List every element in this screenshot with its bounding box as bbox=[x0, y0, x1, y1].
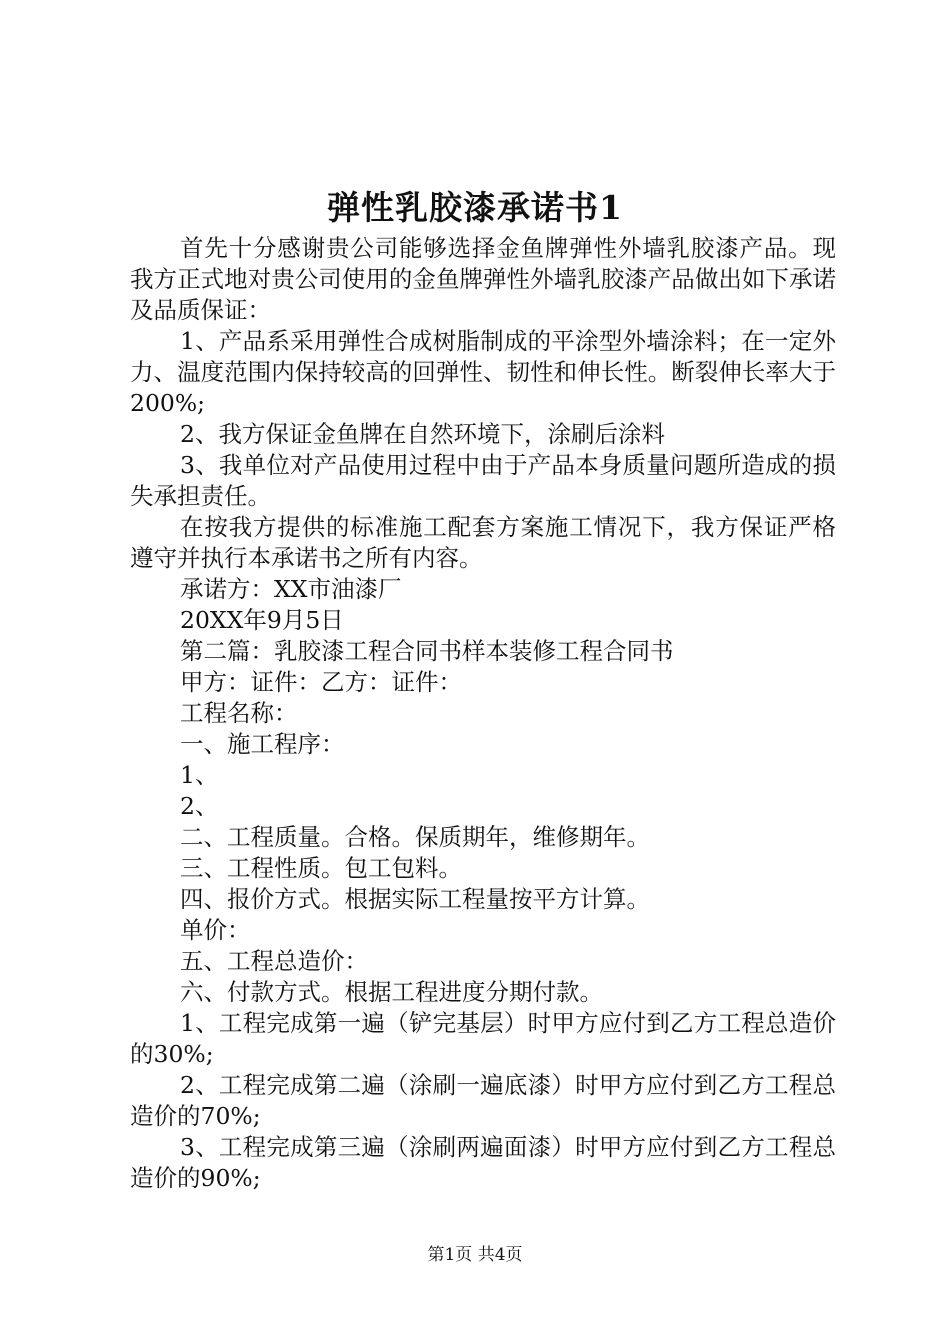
paragraph-payment-2: 2、工程完成第二遍（涂刷一遍底漆）时甲方应付到乙方工程总造价的70%; bbox=[130, 1071, 836, 1130]
paragraph-unit-price: 单价： bbox=[180, 916, 251, 944]
paragraph-guarantee: 在按我方提供的标准施工配套方案施工情况下，我方保证严格遵守并执行本承诺书之所有内容。 bbox=[130, 513, 836, 572]
paragraph-item-1: 1、产品系采用弹性合成树脂制成的平涂型外墙涂料；在一定外力、温度范围内保持较高的回弹性、韧性和伸长性。断裂伸长率大于200%; bbox=[130, 327, 836, 417]
document-title: 弹性乳胶漆承诺书1 bbox=[327, 188, 623, 227]
paragraph-quality: 二、工程质量。合格。保质期年，维修期年。 bbox=[180, 823, 650, 851]
paragraph-payment-1: 1、工程完成第一遍（铲完基层）时甲方应付到乙方工程总造价的30%; bbox=[130, 1009, 836, 1068]
paragraph-item-2: 2、我方保证金鱼牌在自然环境下，涂刷后涂料 bbox=[180, 420, 665, 448]
paragraph-payment: 六、付款方式。根据工程进度分期付款。 bbox=[180, 978, 603, 1006]
paragraph-promisor: 承诺方：XX市油漆厂 bbox=[180, 575, 402, 603]
document-body bbox=[130, 233, 836, 1194]
paragraph-procedure-1: 1、 bbox=[180, 761, 219, 789]
page-footer: 第1页 共4页 bbox=[427, 1245, 523, 1265]
paragraph-nature: 三、工程性质。包工包料。 bbox=[180, 854, 462, 882]
paragraph-item-3: 3、我单位对产品使用过程中由于产品本身质量问题所造成的损失承担责任。 bbox=[130, 451, 836, 510]
paragraph-date: 20XX年9月5日 bbox=[180, 606, 344, 634]
paragraph-section-heading: 第二篇：乳胶漆工程合同书样本装修工程合同书 bbox=[180, 637, 674, 665]
paragraph-procedure: 一、施工程序： bbox=[180, 730, 345, 758]
paragraph-total-price: 五、工程总造价： bbox=[180, 947, 368, 975]
paragraph-intro: 首先十分感谢贵公司能够选择金鱼牌弹性外墙乳胶漆产品。现我方正式地对贵公司使用的金鱼牌弹性外墙乳胶漆产品做出如下承诺及品质保证： bbox=[130, 234, 836, 324]
paragraph-parties: 甲方：证件：乙方：证件： bbox=[180, 668, 462, 696]
paragraph-payment-3: 3、工程完成第三遍（涂刷两遍面漆）时甲方应付到乙方工程总造价的90%; bbox=[130, 1133, 836, 1192]
paragraph-project-name: 工程名称： bbox=[180, 699, 298, 727]
paragraph-procedure-2: 2、 bbox=[180, 792, 219, 820]
paragraph-pricing: 四、报价方式。根据实际工程量按平方计算。 bbox=[180, 885, 650, 913]
